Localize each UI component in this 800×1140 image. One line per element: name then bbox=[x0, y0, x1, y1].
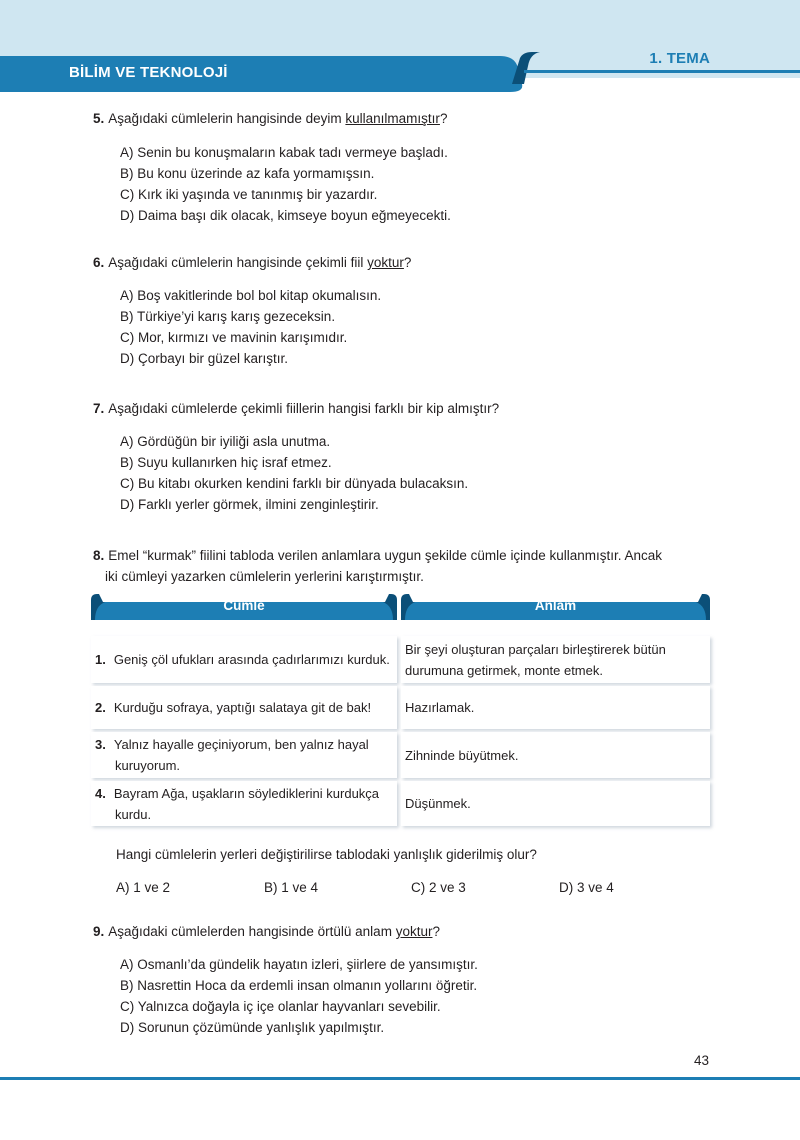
question-text: Aşağıdaki cümlelerin hangisinde çekimli fiil bbox=[108, 255, 368, 270]
meaning-cell bbox=[401, 686, 710, 729]
sentence-text: Bayram Ağa, uşakların söylediklerini kurdukça bbox=[113, 785, 380, 801]
question-number: 9. bbox=[93, 924, 105, 939]
sentence-cell bbox=[91, 781, 397, 826]
meaning-line1: Hazırlamak. bbox=[405, 700, 475, 715]
table-row bbox=[91, 686, 710, 729]
question-mark: ? bbox=[403, 255, 412, 270]
meaning-cell bbox=[401, 732, 710, 778]
question-6 bbox=[93, 252, 411, 273]
table-header-meaning bbox=[401, 590, 710, 620]
sentence-cell bbox=[91, 732, 397, 778]
bottom-rule bbox=[0, 1077, 800, 1080]
question-8 bbox=[93, 545, 710, 587]
table-row bbox=[91, 636, 710, 683]
option-a[interactable]: A) Osmanlı’da gündelik hayatın izleri, şiirlere de yansımıştır. bbox=[120, 957, 478, 972]
options-6 bbox=[120, 285, 381, 369]
sentence-cell bbox=[91, 636, 397, 683]
option-b[interactable]: B) Türkiye’yi karış karış gezeceksin. bbox=[120, 309, 336, 324]
meaning-table bbox=[91, 590, 710, 830]
question-mark: ? bbox=[439, 111, 448, 126]
sentence-text: Geniş çöl ufukları arasında çadırlarımızı kurduk. bbox=[113, 652, 390, 667]
sentence-text: Kurduğu sofraya, yaptığı salataya git de bak! bbox=[113, 700, 372, 715]
header-label: Anlam bbox=[534, 597, 577, 613]
table-row bbox=[91, 781, 710, 826]
meaning-line1: Düşünmek. bbox=[405, 796, 471, 811]
question-text: Aşağıdaki cümlelerin hangisinde deyim bbox=[108, 111, 346, 126]
sentence-text: Yalnız hayalle geçiniyorum, ben yalnız hayal bbox=[113, 737, 369, 752]
choice-b[interactable]: B) 1 ve 4 bbox=[264, 880, 319, 895]
question-number: 7. bbox=[93, 401, 105, 416]
choice-a[interactable]: A) 1 ve 2 bbox=[116, 880, 171, 895]
option-d[interactable]: D) Farklı yerler görmek, ilmini zenginleştirir. bbox=[120, 497, 379, 512]
meaning-cell bbox=[401, 781, 710, 826]
page-number: 43 bbox=[693, 1053, 709, 1068]
row-number: 1. bbox=[95, 652, 106, 667]
question-7 bbox=[93, 398, 499, 419]
option-d[interactable]: D) Daima başı dik olacak, kimseye boyun eğmeyecekti. bbox=[120, 208, 451, 223]
option-a[interactable]: A) Gördüğün bir iyiliği asla unutma. bbox=[120, 434, 331, 449]
follow-up-question: Hangi cümlelerin yerleri değiştirilirse tablodaki yanlışlık giderilmiş olur? bbox=[116, 847, 537, 862]
underlined-word: yoktur bbox=[367, 255, 404, 270]
option-c[interactable]: C) Mor, kırmızı ve mavinin karışımıdır. bbox=[120, 330, 348, 345]
option-d[interactable]: D) Sorunun çözümünde yanlışlık yapılmıştır. bbox=[120, 1020, 385, 1035]
option-a[interactable]: A) Senin bu konuşmaların kabak tadı vermeye başladı. bbox=[120, 145, 448, 160]
sentence-text-cont: kurdu. bbox=[115, 806, 152, 822]
option-c[interactable]: C) Kırk iki yaşında ve tanınmış bir yazardır. bbox=[120, 187, 378, 202]
option-b[interactable]: B) Nasrettin Hoca da erdemli insan olmanın yollarını öğretir. bbox=[120, 978, 478, 993]
question-number: 6. bbox=[93, 255, 105, 270]
sentence-text-cont: kuruyorum. bbox=[115, 758, 181, 773]
options-7 bbox=[120, 431, 468, 515]
choice-c[interactable]: C) 2 ve 3 bbox=[411, 880, 466, 895]
options-9 bbox=[120, 954, 478, 1038]
question-9 bbox=[93, 921, 440, 942]
option-c[interactable]: C) Yalnızca doğayla iç içe olanlar hayvanları sevebilir. bbox=[120, 999, 441, 1014]
option-b[interactable]: B) Bu konu üzerinde az kafa yormamışsın. bbox=[120, 166, 375, 181]
sentence-cell bbox=[91, 686, 397, 729]
question-text: Aşağıdaki cümlelerden hangisinde örtülü anlam bbox=[108, 924, 396, 939]
option-b[interactable]: B) Suyu kullanırken hiç israf etmez. bbox=[120, 455, 332, 470]
meaning-line1: Zihninde büyütmek. bbox=[405, 747, 519, 763]
question-5 bbox=[93, 108, 447, 129]
row-number: 3. bbox=[95, 737, 106, 752]
options-5 bbox=[120, 142, 451, 226]
option-a[interactable]: A) Boş vakitlerinde bol bol kitap okumalısın. bbox=[120, 288, 382, 303]
table-header-sentence bbox=[91, 590, 397, 620]
question-text-line2: iki cümleyi yazarken cümlelerin yerlerini karıştırmıştır. bbox=[105, 569, 424, 584]
underlined-word: kullanılmamıştır bbox=[345, 111, 440, 126]
row-number: 4. bbox=[95, 785, 106, 801]
theme-label: 1. TEMA bbox=[649, 50, 710, 67]
question-text-line1: Emel “kurmak” fiilini tabloda verilen anlamlara uygun şekilde cümle içinde kullanmıştır. Ancak bbox=[108, 548, 663, 563]
table-row bbox=[91, 732, 710, 778]
unit-title: BİLİM VE TEKNOLOJİ bbox=[69, 64, 228, 81]
option-d[interactable]: D) Çorbayı bir güzel karıştır. bbox=[120, 351, 289, 366]
choice-d[interactable]: D) 3 ve 4 bbox=[559, 880, 614, 895]
option-c[interactable]: C) Bu kitabı okurken kendini farklı bir dünyada bulacaksın. bbox=[120, 476, 469, 491]
question-text: Aşağıdaki cümlelerde çekimli fiillerin hangisi farklı bir kip almıştır? bbox=[108, 401, 500, 416]
row-number: 2. bbox=[95, 700, 106, 715]
question-mark: ? bbox=[432, 924, 440, 939]
underlined-word: yoktur bbox=[395, 924, 433, 939]
meaning-cell bbox=[401, 636, 710, 683]
meaning-line2: durumuna getirmek, monte etmek. bbox=[405, 662, 603, 678]
question-number: 5. bbox=[93, 111, 105, 126]
header-label: Cümle bbox=[223, 597, 265, 613]
question-number: 8. bbox=[93, 548, 105, 563]
meaning-line1: Bir şeyi oluşturan parçaları birleştirerek bütün bbox=[405, 641, 666, 657]
